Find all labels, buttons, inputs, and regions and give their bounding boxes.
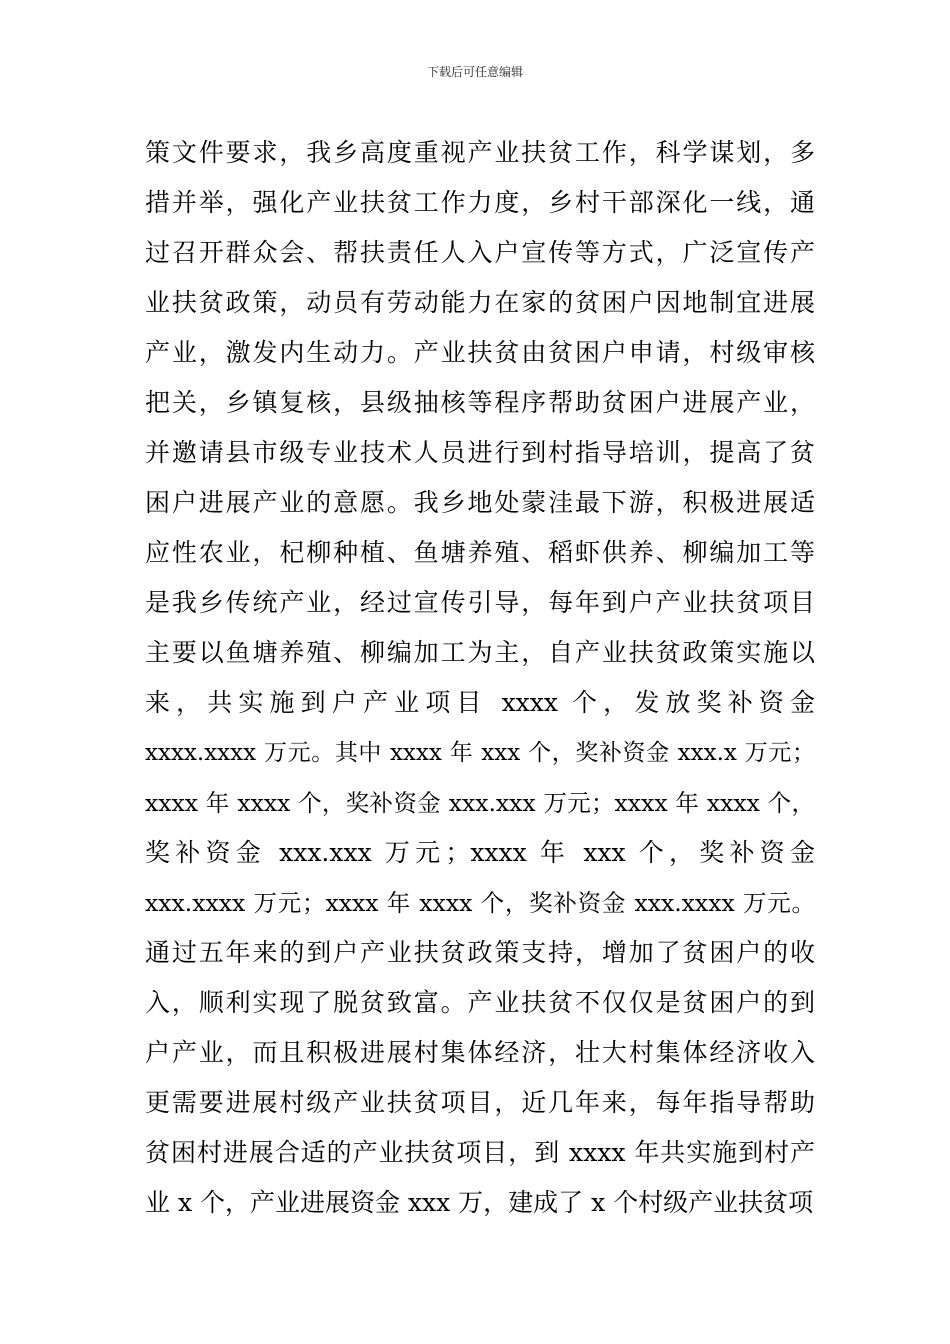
text-line: 并邀请县市级专业技术人员进行到村指导培训，提高了贫: [145, 438, 815, 467]
text-line: 应性农业，杞柳种植、鱼塘养殖、稻虾供养、柳编加工等: [145, 538, 815, 567]
text-line: 措并举，强化产业扶贫工作力度，乡村干部深化一线，通: [145, 188, 815, 217]
text-line: 奖补资金 xxx.xxx 万元；xxxx 年 xxx 个，奖补资金: [145, 838, 815, 867]
text-line: 入，顺利实现了脱贫致富。产业扶贫不仅仅是贫困户的到: [145, 988, 815, 1017]
text-line: 策文件要求，我乡高度重视产业扶贫工作，科学谋划，多: [145, 138, 815, 167]
text-line: 更需要进展村级产业扶贫项目，近几年来，每年指导帮助: [145, 1088, 815, 1117]
text-line: 困户进展产业的意愿。我乡地处蒙洼最下游，积极进展适: [145, 488, 815, 517]
text-line: 贫困村进展合适的产业扶贫项目，到 xxxx 年共实施到村产: [145, 1138, 815, 1167]
text-line: 过召开群众会、帮扶责任人入户宣传等方式，广泛宣传产: [145, 238, 815, 267]
text-line: 来，共实施到户产业项目 xxxx 个，发放奖补资金: [145, 688, 815, 717]
text-line: xxxx 年 xxxx 个，奖补资金 xxx.xxx 万元；xxxx 年 xxxx 个，: [145, 789, 815, 817]
text-line: 是我乡传统产业，经过宣传引导，每年到户产业扶贫项目: [145, 588, 815, 617]
text-line: xxx.xxxx 万元；xxxx 年 xxxx 个，奖补资金 xxx.xxxx 万元。: [145, 889, 815, 917]
text-line: xxxx.xxxx 万元。其中 xxxx 年 xxx 个，奖补资金 xxx.x 万元；: [145, 740, 815, 766]
text-line: 把关，乡镇复核，县级抽核等程序帮助贫困户进展产业，: [145, 388, 815, 417]
document-body: [145, 128, 815, 1228]
text-line: 产业，激发内生动力。产业扶贫由贫困户申请，村级审核: [145, 338, 815, 367]
page-header: 下载后可任意编辑: [426, 65, 523, 79]
text-line: 主要以鱼塘养殖、柳编加工为主，自产业扶贫政策实施以: [145, 638, 815, 667]
text-line: 业 x 个，产业进展资金 xxx 万，建成了 x 个村级产业扶贫项: [145, 1188, 814, 1217]
text-line: 户产业，而且积极进展村集体经济，壮大村集体经济收入: [145, 1038, 815, 1067]
text-line: 通过五年来的到户产业扶贫政策支持，增加了贫困户的收: [145, 938, 815, 967]
text-line: 业扶贫政策，动员有劳动能力在家的贫困户因地制宜进展: [145, 288, 815, 317]
